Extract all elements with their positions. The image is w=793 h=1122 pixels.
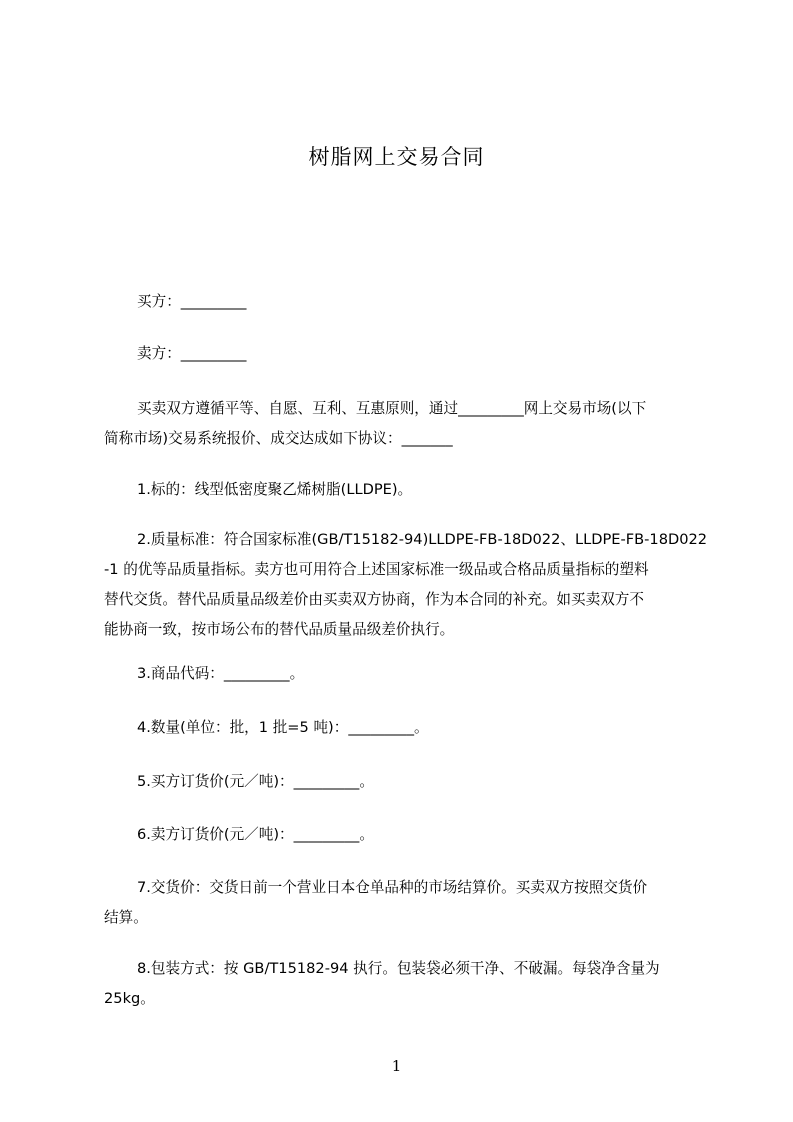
clause-7-line: 结算。 [104,909,148,926]
clause-2-line: 能协商一致，按市场公布的替代品质量品级差价执行。 [104,621,455,638]
intro-line: 买卖双方遵循平等、自愿、互利、互惠原则，通过_________网上交易市场(以下 [137,400,647,417]
clause-1: 1.标的：线型低密度聚乙烯树脂(LLDPE)。 [137,481,413,498]
intro-line: 简称市场)交易系统报价、成交达成如下协议：_______ [104,430,453,447]
clause-7 [104,873,704,933]
clause-8-line: 25kg。 [104,990,155,1007]
clause-8-line: 8.包装方式：按 GB/T15182-94 执行。包装袋必须干净、不破漏。每袋净含量为 [137,960,660,977]
clause-3: 3.商品代码：_________。 [137,665,305,682]
clause-5: 5.买方订货价(元／吨)：_________。 [137,773,374,790]
clause-2-line: 替代交货。替代品质量品级差价由买卖双方协商，作为本合同的补充。如买卖双方不 [104,591,644,608]
page-number: 1 [391,1057,402,1075]
clause-8 [104,954,704,1014]
clause-6: 6.卖方订货价(元／吨)：_________。 [137,826,374,843]
clause-2-line: 2.质量标准：符合国家标准(GB/T15182-94)LLDPE-FB-18D022、LLDPE-FB-18D022 [137,531,708,548]
seller-line: 卖方：_________ [137,345,247,362]
clause-2-line: -1 的优等品质量指标。卖方也可用符合上述国家标准一级品或合格品质量指标的塑料 [104,561,649,578]
intro-paragraph [104,394,704,454]
document-title: 树脂网上交易合同 [308,145,485,169]
buyer-line: 买方：_________ [137,293,247,310]
clause-4: 4.数量(单位：批，1 批=5 吨)：_________。 [137,719,429,736]
clause-2 [104,525,708,645]
clause-7-line: 7.交货价：交货日前一个营业日本仓单品种的市场结算价。买卖双方按照交货价 [137,879,648,896]
